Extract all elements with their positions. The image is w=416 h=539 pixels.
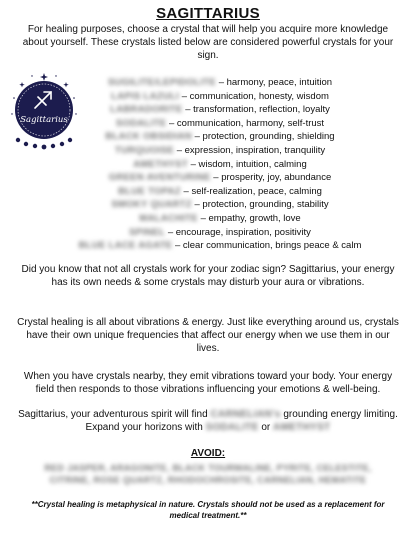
crystal-item [40,130,400,144]
crystal-meaning: – clear communication, brings peace & calm [174,240,362,252]
crystal-item [40,198,400,212]
crystal-name: BLACK OBSIDIAN [105,131,192,143]
blurred-crystal: CARNELIAN's [210,409,281,420]
crystal-item [40,144,400,158]
crystal-name: SUGILITE/LEPIDOLITE [107,77,217,88]
crystal-meaning: – communication, honesty, wisdom [181,90,329,102]
crystal-meaning: – empathy, growth, love [200,212,301,224]
adventurous-spirit-paragraph [14,408,402,434]
crystal-list [40,76,400,253]
logo-text: Sagittarius [20,115,68,125]
crystal-item [40,103,400,117]
crystal-item [40,158,400,172]
crystal-item [40,212,400,226]
crystal-meaning: – expression, inspiration, tranquility [176,144,326,156]
crystal-name: LAPIS LAZULI [111,90,180,102]
crystal-meaning: – harmony, peace, intuition [218,77,333,88]
crystal-name: GREEN AVENTURINE [108,172,211,184]
blurred-crystal: AMETHYST [273,422,331,433]
crystal-meaning: – communication, harmony, self-trust [169,117,325,129]
para4-text: Sagittarius, your adventurous spirit will find [18,409,208,420]
page-title: SAGITTARIUS [156,5,260,22]
energy-field-paragraph: When you have crystals nearby, they emit vibrations toward your body. Your energy field then responds to those vibrations influencing your emotions & well-being. [23,371,393,395]
crystal-name: TURQUOISE [114,144,175,156]
para4-text: or [261,422,271,433]
crystal-item [40,117,400,131]
crystal-name: SMOKY QUARTZ [111,199,192,211]
crystal-name: LABRADORITE [110,104,183,116]
crystal-item [40,76,400,90]
avoid-crystal-list [38,462,378,486]
zodiac-question-paragraph: Did you know that not all crystals work for your zodiac sign? Sagittarius, your energy has its own needs & some crystals may disturb your aura or vibrations. [21,264,395,288]
crystal-meaning: – wisdom, intuition, calming [190,158,307,170]
avoid-crystals-blurred: RED JASPER, ARAGONITE, BLACK TOURMALINE, PYRITE, CELESTITE, CITRINE, ROSE QUARTZ, RHODOCHROSITE, CARNELIAN, HEMATITE [44,463,372,485]
para4-text: grounding energy limiting. Expand your horizons with [85,409,398,433]
disclaimer-footer: **Crystal healing is metaphysical in nature. Crystals should not be used as a replacement for medical treatment.** [31,500,385,520]
crystal-item [40,185,400,199]
crystal-item [40,226,400,240]
crystal-item [40,239,400,253]
crystal-item [40,171,400,185]
crystal-name: BLUE TOPAZ [118,185,181,197]
crystal-name: SODALITE [115,117,167,129]
crystal-meaning: – protection, grounding, shielding [194,131,335,143]
crystal-meaning: – self-realization, peace, calming [183,185,322,197]
crystal-meaning: – transformation, reflection, loyalty [185,104,330,116]
blurred-crystal: SODALITE [205,422,259,433]
vibrations-paragraph: Crystal healing is all about vibrations & energy. Just like everything around us, crystals have their own unique frequencies that affect our energy when we use them in our lives. [17,317,399,354]
crystal-name: SPINEL [129,226,166,238]
crystal-meaning: – protection, grounding, stability [194,199,329,211]
avoid-heading: AVOID: [190,448,226,459]
crystal-name: BLUE LACE AGATE [78,240,173,252]
crystal-item [40,90,400,104]
crystal-name: AMETHYST [133,158,188,170]
intro-paragraph: For healing purposes, choose a crystal that will help you acquire more knowledge about yourself. These crystals listed below are considered powerful crystals for your sign. [22,24,394,61]
crystal-name: MALACHITE [139,212,198,224]
crystal-meaning: – encourage, inspiration, positivity [167,226,311,238]
crystal-meaning: – prosperity, joy, abundance [213,172,332,184]
